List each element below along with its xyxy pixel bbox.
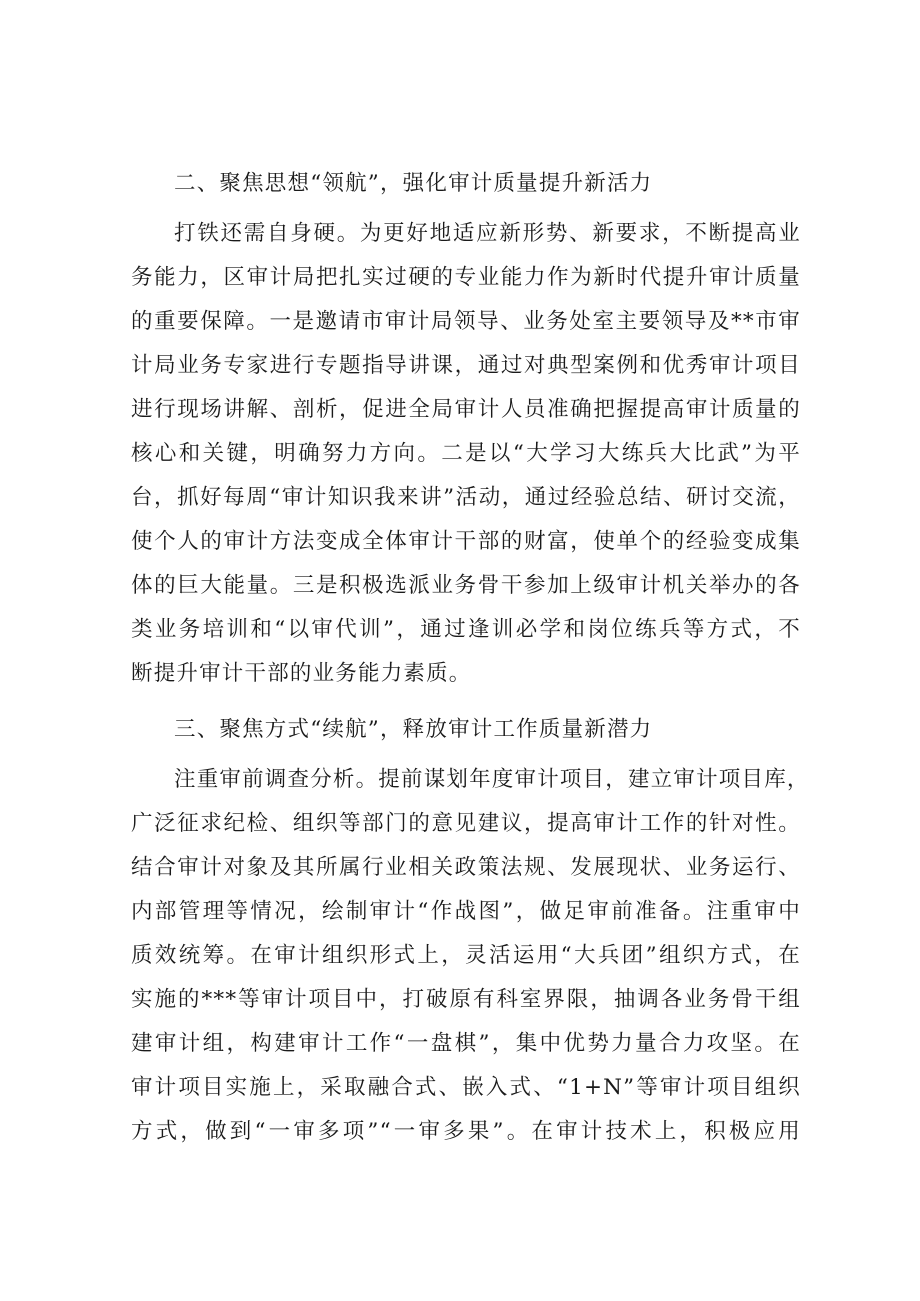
paragraph-line: 广泛征求纪检、组织等部门的意见建议，提高审计工作的针对性。 <box>131 811 801 836</box>
paragraph-line: 实施的***等审计项目中，打破原有科室界限，抽调各业务骨干组 <box>131 987 801 1012</box>
paragraph-line: 核心和关键，明确努力方向。二是以“大学习大练兵大比武”为平 <box>131 441 801 466</box>
paragraph-line: 使个人的审计方法变成全体审计干部的财富，使单个的经验变成集 <box>131 529 801 554</box>
paragraph-line: 建审计组，构建审计工作“一盘棋”，集中优势力量合力攻坚。在 <box>131 1031 801 1056</box>
section-2-heading: 二、聚焦思想“领航”，强化审计质量提升新活力 <box>174 171 653 196</box>
section-3-heading: 三、聚焦方式“续航”，释放审计工作质量新潜力 <box>174 717 653 742</box>
paragraph-line: 台，抓好每周“审计知识我来讲”活动，通过经验总结、研讨交流， <box>131 485 801 510</box>
paragraph-line: 注重审前调查分析。提前谋划年度审计项目，建立审计项目库， <box>174 767 810 792</box>
paragraph-line: 打铁还需自身硬。为更好地适应新形势、新要求，不断提高业 <box>174 221 801 246</box>
paragraph-line: 计局业务专家进行专题指导讲课，通过对典型案例和优秀审计项目 <box>131 353 801 378</box>
paragraph-line: 审计项目实施上，采取融合式、嵌入式、“1+N”等审计项目组织 <box>131 1075 801 1100</box>
paragraph-line: 质效统筹。在审计组织形式上，灵活运用“大兵团”组织方式，在 <box>131 943 801 968</box>
paragraph-line: 内部管理等情况，绘制审计“作战图”，做足审前准备。注重审中 <box>131 899 801 924</box>
paragraph-line: 断提升审计干部的业务能力素质。 <box>131 661 472 686</box>
section-3-paragraph <box>131 758 810 1154</box>
paragraph-line: 结合审计对象及其所属行业相关政策法规、发展现状、业务运行、 <box>131 855 801 880</box>
paragraph-line: 类业务培训和“以审代训”，通过逢训必学和岗位练兵等方式，不 <box>131 617 801 642</box>
paragraph-line: 务能力，区审计局把扎实过硬的专业能力作为新时代提升审计质量 <box>131 265 801 290</box>
paragraph-line: 的重要保障。一是邀请市审计局领导、业务处室主要领导及**市审 <box>131 309 801 334</box>
paragraph-line: 方式，做到“一审多项”“一审多果”。在审计技术上，积极应用 <box>131 1119 801 1144</box>
paragraph-line: 进行现场讲解、剖析，促进全局审计人员准确把握提高审计质量的 <box>131 397 801 422</box>
paragraph-line: 体的巨大能量。三是积极选派业务骨干参加上级审计机关举办的各 <box>131 573 801 598</box>
section-2-paragraph <box>131 212 801 696</box>
document-body <box>131 162 810 1166</box>
